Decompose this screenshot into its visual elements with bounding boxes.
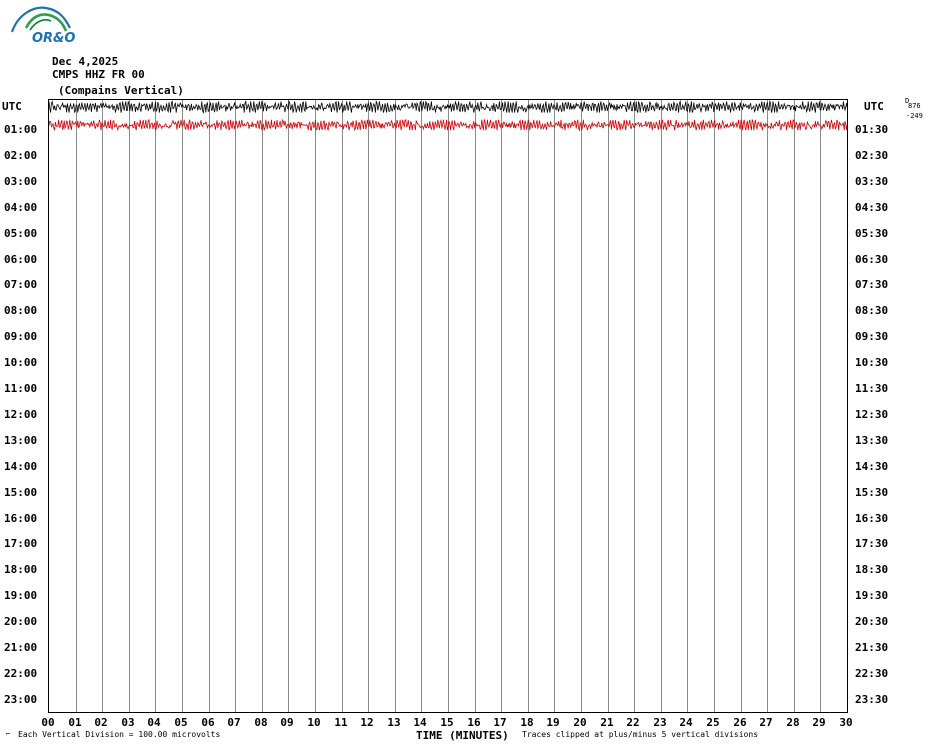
right-time-label-2130: 21:30 [855,641,889,654]
right-time-label-1630: 16:30 [855,511,889,525]
xtick-12: 12 [360,716,374,729]
xtick-25: 25 [706,716,720,729]
xtick-02: 02 [94,716,108,729]
left-time-label-1600: 16:00 [4,511,38,525]
right-time-label-1430: 14:30 [855,459,889,473]
corner-max-value: 876 [908,102,921,110]
left-time-label-0700: 07:00 [4,278,38,292]
left-time-label-2200: 22:00 [4,666,38,680]
footer-scale-note: Each Vertical Division = 100.00 microvolts [18,730,221,739]
xtick-17: 17 [493,716,507,729]
xaxis-title: TIME (MINUTES) [416,729,509,742]
xtick-00: 00 [41,716,55,729]
xtick-19: 19 [546,716,560,729]
orgo-logo [8,4,108,46]
xtick-23: 23 [653,716,667,729]
left-time-label-0600: 06:00 [4,252,38,266]
xtick-27: 27 [759,716,773,729]
xtick-13: 13 [387,716,401,729]
left-time-label-0100: 01:00 [4,123,38,136]
plot-date: Dec 4,2025 [52,55,119,68]
right-time-label-1230: 12:30 [855,407,889,421]
right-time-label-1030: 10:30 [855,356,889,370]
left-time-label-2300: 23:00 [4,692,38,706]
right-time-label-1330: 13:30 [855,433,889,447]
right-time-label-0530: 05:30 [855,226,889,240]
xtick-05: 05 [174,716,188,729]
right-axis-label: UTC [864,100,884,113]
svg-text:OR&O: OR&O [32,31,76,46]
left-time-label-1700: 17:00 [4,537,38,551]
right-time-label-0930: 09:30 [855,330,889,344]
xtick-03: 03 [121,716,135,729]
right-time-label-2230: 22:30 [855,666,889,680]
left-axis-label: UTC [2,100,22,113]
right-time-label-1830: 18:30 [855,563,889,577]
xtick-28: 28 [786,716,800,729]
left-time-label-0200: 02:00 [4,148,38,162]
xtick-21: 21 [600,716,614,729]
corner-code: D [905,97,910,105]
xtick-29: 29 [812,716,826,729]
xtick-26: 26 [733,716,747,729]
left-time-label-0400: 04:00 [4,200,38,214]
xtick-08: 08 [254,716,268,729]
left-time-label-1300: 13:00 [4,433,38,447]
left-time-label-0500: 05:00 [4,226,38,240]
left-time-label-2000: 20:00 [4,615,38,629]
helicorder-plot[interactable] [48,99,848,713]
left-time-label-1200: 12:00 [4,407,38,421]
left-time-label-1900: 19:00 [4,589,38,603]
xtick-18: 18 [520,716,534,729]
xtick-24: 24 [679,716,693,729]
plot-site: (Compains Vertical) [58,84,184,97]
plot-channel: CMPS HHZ FR 00 [52,68,145,81]
right-time-label-1530: 15:30 [855,485,889,499]
xtick-07: 07 [227,716,241,729]
right-time-label-1130: 11:30 [855,382,889,395]
left-time-label-1500: 15:00 [4,485,38,499]
xtick-10: 10 [307,716,321,729]
xtick-11: 11 [334,716,348,729]
right-time-label-2030: 20:30 [855,615,889,629]
xtick-30: 30 [839,716,853,729]
right-time-label-0230: 02:30 [855,148,889,162]
left-time-label-1100: 11:00 [4,382,38,395]
left-time-label-0800: 08:00 [4,304,38,318]
right-time-label-0830: 08:30 [855,304,889,318]
footer-clip-note: Traces clipped at plus/minus 5 vertical divisions [522,730,759,739]
left-time-label-1800: 18:00 [4,563,38,577]
right-time-label-0330: 03:30 [855,174,889,188]
xtick-14: 14 [413,716,427,729]
left-time-label-2100: 21:00 [4,641,38,654]
xtick-15: 15 [440,716,454,729]
xtick-09: 09 [280,716,294,729]
right-time-label-0730: 07:30 [855,278,889,292]
right-time-label-2330: 23:30 [855,692,889,706]
right-time-label-0430: 04:30 [855,200,889,214]
right-time-label-1730: 17:30 [855,537,889,551]
xtick-01: 01 [68,716,82,729]
xtick-16: 16 [467,716,481,729]
xtick-22: 22 [626,716,640,729]
seismic-trace-2 [49,100,848,713]
left-time-label-1400: 14:00 [4,459,38,473]
right-time-label-0130: 01:30 [855,123,889,136]
xtick-20: 20 [573,716,587,729]
left-time-label-0300: 03:00 [4,174,38,188]
left-time-label-0900: 09:00 [4,330,38,344]
corner-min-value: -249 [906,112,923,120]
left-time-label-1000: 10:00 [4,356,38,370]
right-time-label-1930: 19:30 [855,589,889,603]
xtick-04: 04 [147,716,161,729]
xtick-06: 06 [201,716,215,729]
footer-tick-mark: ⌐ [6,730,11,738]
right-time-label-0630: 06:30 [855,252,889,266]
